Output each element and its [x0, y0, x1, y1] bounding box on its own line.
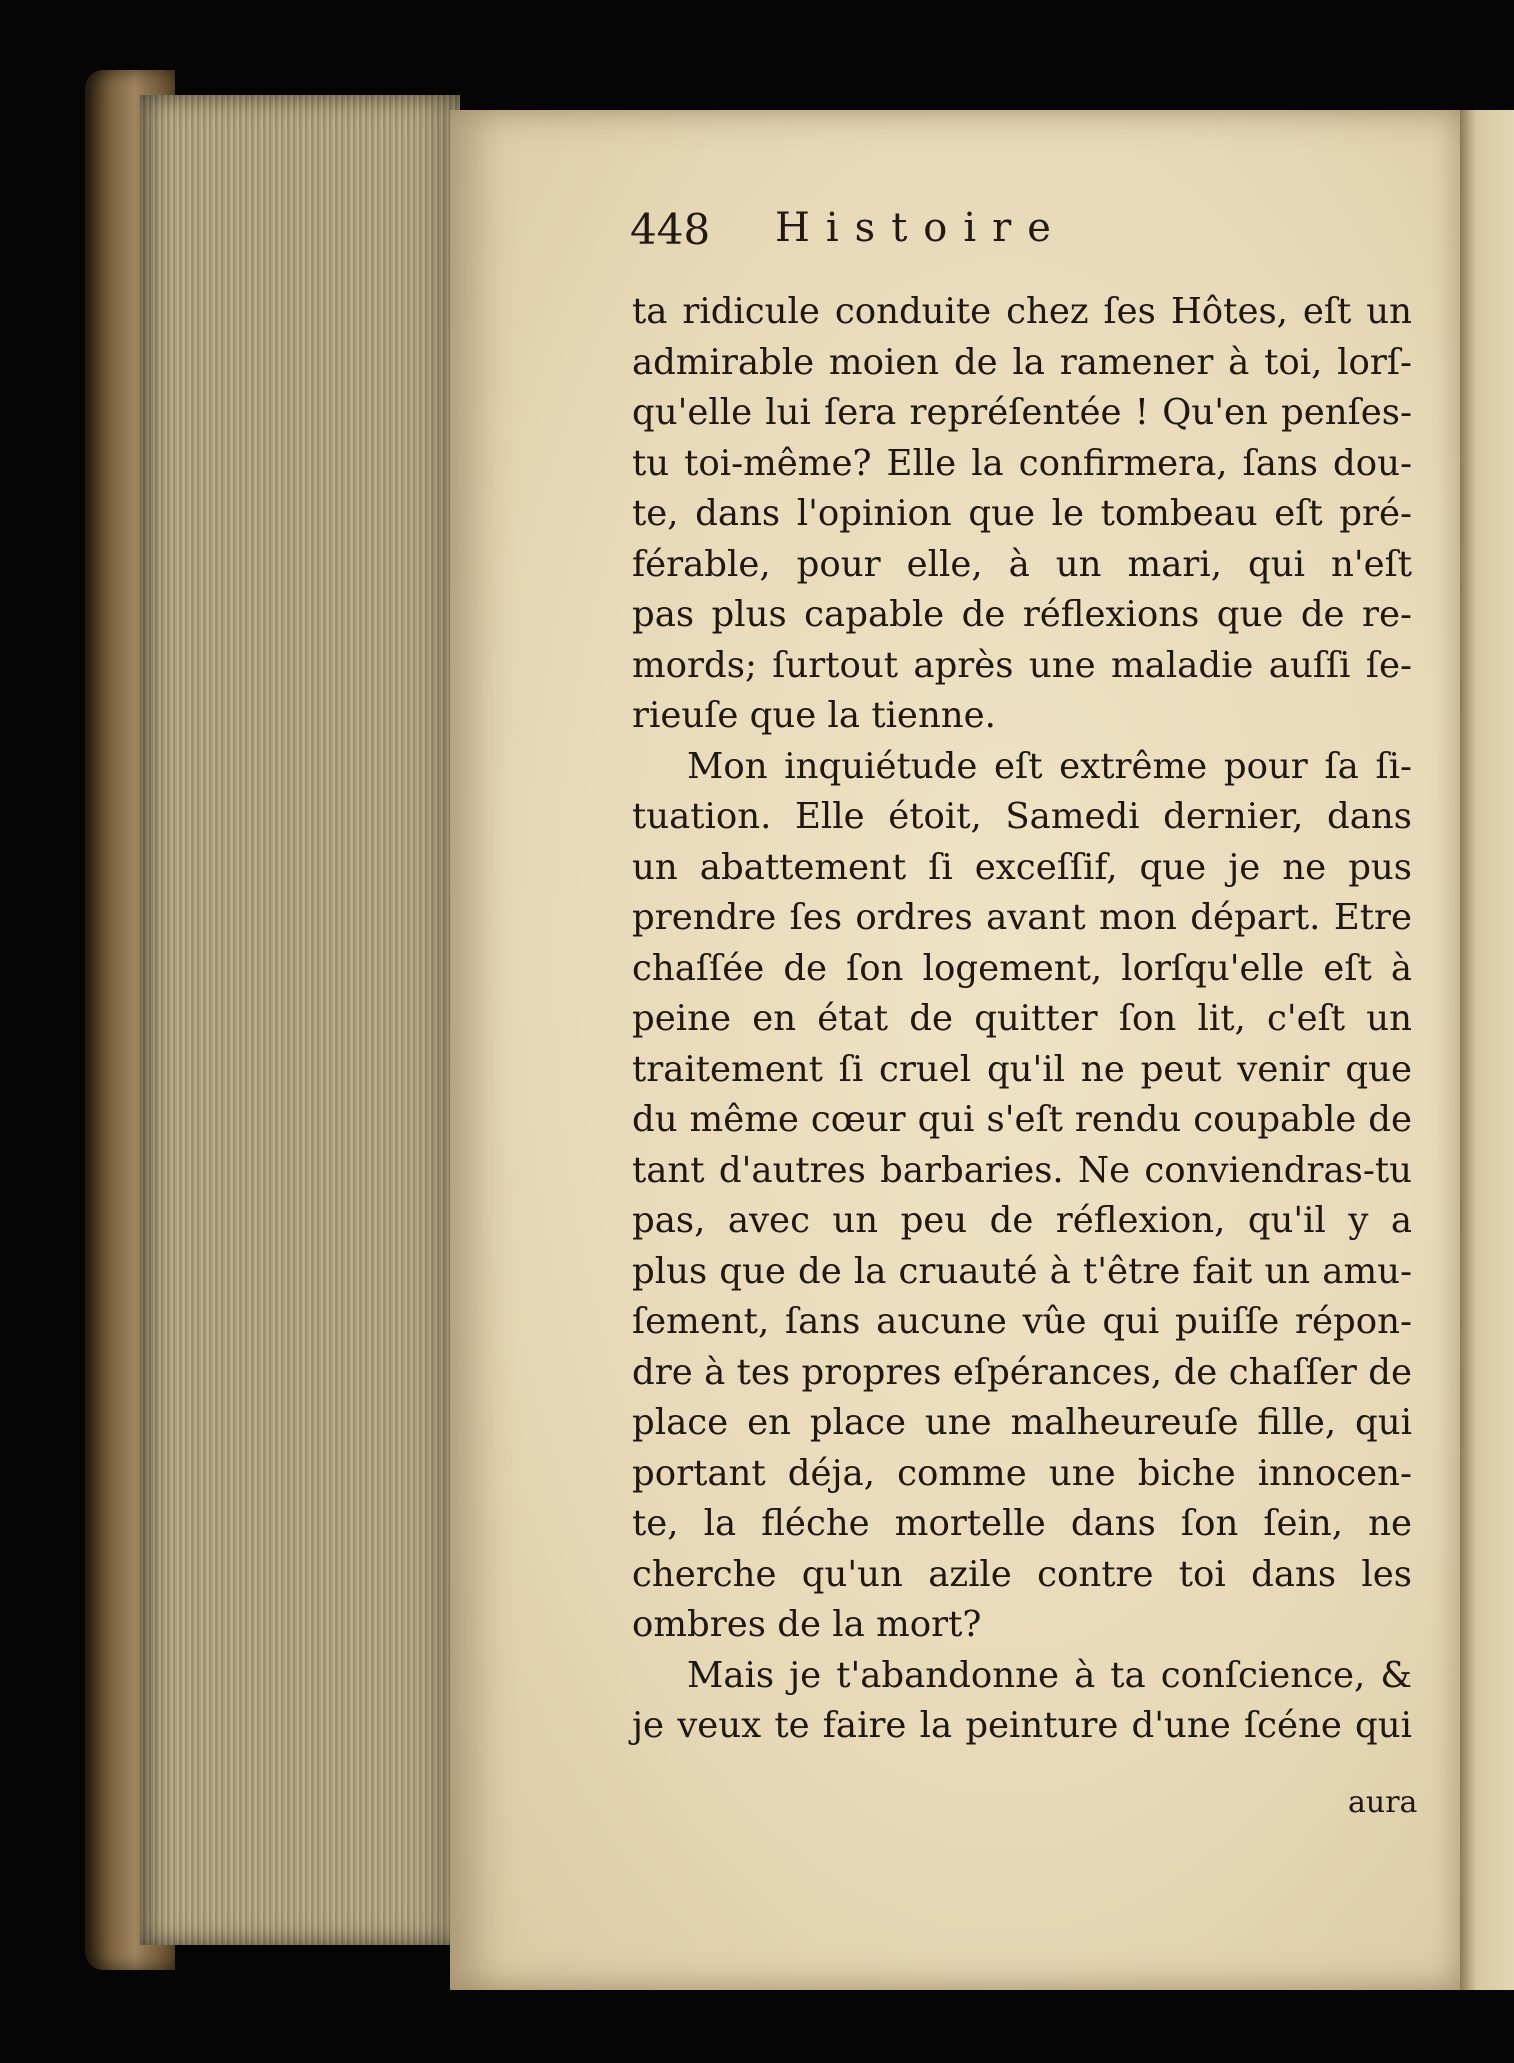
facing-page-edge — [1460, 110, 1514, 1990]
text-line: portant déja, comme une biche innocen- — [632, 1452, 1412, 1494]
text-line: rieuſe que la tienne. — [632, 695, 996, 736]
text-line: Mais je t'abandonne à ta conſcience, & — [687, 1654, 1412, 1696]
text-line: Mon inquiétude eſt extrême pour ſa ſi- — [687, 745, 1412, 787]
text-line: tant d'autres barbaries. Ne conviendras-tu — [632, 1149, 1412, 1191]
text-line: plus que de la cruauté à t'être fait un amu- — [632, 1250, 1412, 1292]
body-text — [632, 287, 1412, 1752]
text-line: dre à tes propres eſpérances, de chaſſer de — [632, 1351, 1412, 1393]
text-line: peine en état de quitter ſon lit, c'eſt un — [632, 998, 1412, 1039]
text-line: du même cœur qui s'eſt rendu coupable de — [632, 1099, 1412, 1140]
text-line: te, la fléche mortelle dans ſon ſein, ne — [632, 1503, 1412, 1544]
text-line: prendre ſes ordres avant mon départ. Etre — [632, 897, 1412, 938]
text-line: je veux te faire la peinture d'une ſcéne qui — [632, 1705, 1412, 1746]
page-number: 448 — [630, 205, 711, 254]
text-line: place en place une malheureuſe fille, qui — [632, 1402, 1412, 1443]
text-line: tu toi-même? Elle la confirmera, ſans dou- — [632, 442, 1412, 484]
running-head: Histoire — [775, 205, 1067, 251]
text-line: férable, pour elle, à un mari, qui n'eſt — [632, 543, 1412, 585]
text-line: te, dans l'opinion que le tombeau eſt pré- — [632, 493, 1412, 534]
text-line: admirable moien de la ramener à toi, lorſ- — [632, 341, 1412, 383]
text-line: traitement ſi cruel qu'il ne peut venir que — [632, 1048, 1412, 1090]
text-line: ombres de la mort? — [632, 1604, 982, 1645]
text-line: chaſſée de ſon logement, lorſqu'elle eſt à — [632, 947, 1412, 989]
page-header — [630, 205, 1230, 265]
text-line: un abattement ſi exceſſif, que je ne pus — [632, 846, 1412, 888]
text-line: ta ridicule conduite chez ſes Hôtes, eſt un — [632, 291, 1412, 332]
text-line: pas plus capable de réflexions que de re- — [632, 594, 1412, 635]
text-line: tuation. Elle étoit, Samedi dernier, dans — [632, 796, 1412, 837]
page-edges — [140, 95, 460, 1945]
text-line: qu'elle lui ſera repréſentée ! Qu'en penſes- — [632, 392, 1412, 433]
text-line: ſement, ſans aucune vûe qui puiſſe répon- — [632, 1301, 1412, 1342]
text-line: cherche qu'un azile contre toi dans les — [632, 1553, 1412, 1595]
catchword: aura — [1348, 1785, 1418, 1820]
text-line: mords; ſurtout après une maladie auſſi ſe- — [632, 644, 1412, 686]
text-line: pas, avec un peu de réflexion, qu'il y a — [632, 1200, 1412, 1241]
